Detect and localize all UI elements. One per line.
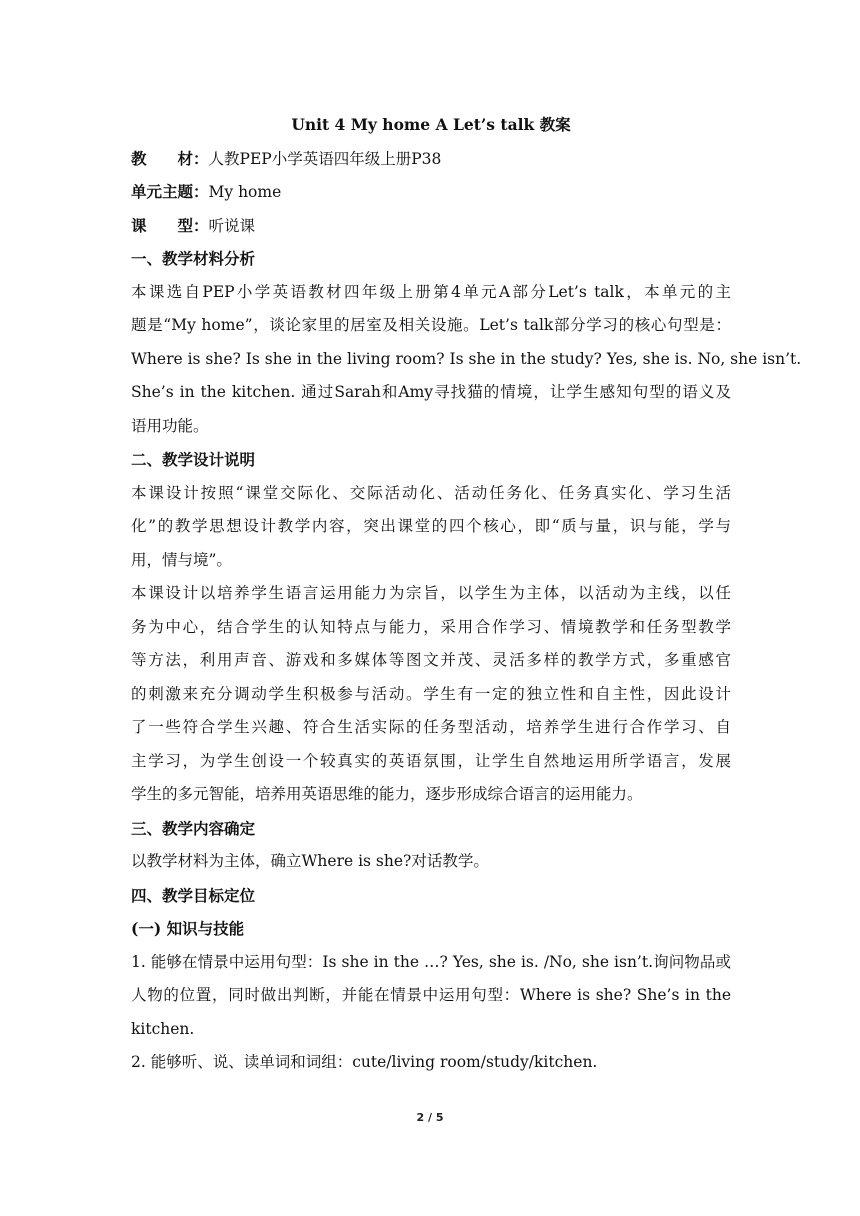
- paragraph-line: 1. 能够在情景中运用句型：Is she in the …? Yes, she is. /No, she isn’t.询问物品或: [131, 952, 731, 971]
- section-1-paragraph: [131, 276, 802, 444]
- section-heading-1: 一、教学材料分析: [131, 249, 256, 268]
- section-heading-3: 三、教学内容确定: [131, 818, 256, 838]
- document-title: Unit 4 My home A Let’s talk 教案: [291, 115, 571, 134]
- meta-type-label: 课 型：: [131, 215, 209, 235]
- paragraph-line: 务为中心，结合学生的认知特点与能力，采用合作学习、情境教学和任务型教学: [131, 617, 731, 636]
- objective-item-2: [131, 1046, 731, 1080]
- paragraph-line: She’s in the kitchen. 通过Sarah和Amy寻找猫的情境，让学生感知句型的语义及: [131, 383, 731, 401]
- paragraph-line: 本课选自PEP小学英语教材四年级上册第4单元A部分Let’s talk，本单元的主: [131, 282, 731, 301]
- paragraph-line: 学生的多元智能，培养用英语思维的能力，逐步形成综合语言的运用能力。: [131, 785, 643, 803]
- page-number: 2 / 5: [416, 1111, 444, 1124]
- paragraph-line: 2. 能够听、说、读单词和词组：cute/living room/study/kitchen.: [131, 1053, 598, 1071]
- meta-material-label: 教 材：: [131, 148, 209, 168]
- paragraph-line: 语用功能。: [131, 416, 209, 435]
- paragraph-line: 本课设计以培养学生语言运用能力为宗旨，以学生为主体，以活动为主线，以任: [131, 584, 731, 602]
- meta-theme: [131, 175, 731, 209]
- paragraph-line: 人物的位置，同时做出判断，并能在情景中运用句型：Where is she? She’s in the: [131, 986, 731, 1004]
- paragraph-line: 题是“My home”，谈论家里的居室及相关设施。Let’s talk部分学习的核心句型是：: [131, 316, 731, 334]
- meta-theme-value: My home: [208, 183, 282, 201]
- meta-material-value: 人教PEP小学英语四年级上册P38: [208, 149, 442, 168]
- meta-theme-label: 单元主题：: [131, 182, 209, 201]
- paragraph-line: 主学习，为学生创设一个较真实的英语氛围，让学生自然地运用所学语言，发展: [131, 751, 731, 770]
- document-body: [131, 108, 802, 1080]
- objective-item-1: [131, 946, 731, 1047]
- section-2-paragraph-2: [131, 577, 731, 812]
- paragraph-line: 化”的教学思想设计教学内容，突出课堂的四个核心，即“质与量，识与能，学与: [131, 517, 731, 535]
- paragraph-line: 本课设计按照“课堂交际化、交际活动化、活动任务化、任务真实化、学习生活: [131, 483, 731, 502]
- paragraph-line: 用，情与境”。: [131, 550, 232, 569]
- paragraph-line: 等方法，利用声音、游戏和多媒体等图文并茂、灵活多样的教学方式，多重感官: [131, 651, 731, 669]
- paragraph-line: 了一些符合学生兴趣、符合生活实际的任务型活动，培养学生进行合作学习、自: [131, 718, 731, 736]
- meta-type: [131, 209, 731, 243]
- paragraph-line: Where is she? Is she in the living room? Is she in the study? Yes, she is. No, she isn’t.: [131, 349, 802, 368]
- section-2-paragraph-1: [131, 477, 731, 578]
- section-heading-4: 四、教学目标定位: [131, 885, 256, 905]
- subsection-heading-knowledge-skills: (一) 知识与技能: [131, 919, 245, 938]
- section-heading-2: 二、教学设计说明: [131, 450, 256, 469]
- section-3-paragraph: [131, 845, 731, 879]
- paragraph-line: 的刺激来充分调动学生积极参与活动。学生有一定的独立性和自主性，因此设计: [131, 684, 731, 703]
- paragraph-line: kitchen.: [131, 1019, 195, 1038]
- meta-type-value: 听说课: [208, 216, 256, 235]
- meta-material: [131, 142, 731, 176]
- paragraph-line: 以教学材料为主体，确立Where is she?对话教学。: [131, 852, 489, 870]
